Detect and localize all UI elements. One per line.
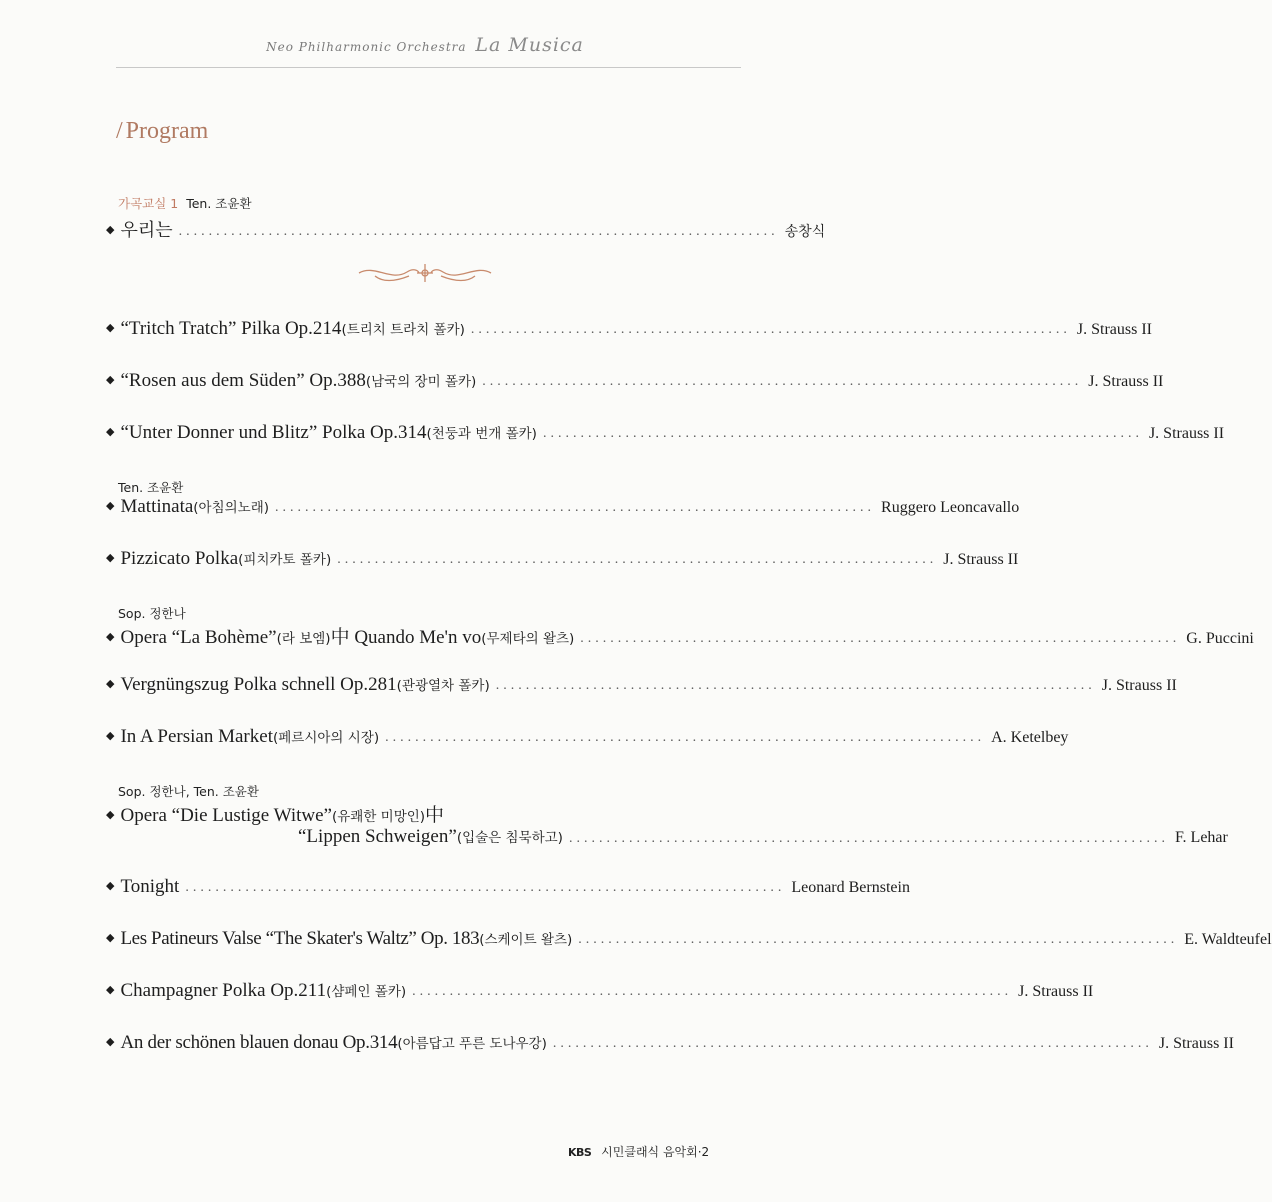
item-korean-title: (페르시아의 시장)	[272, 730, 380, 746]
bullet-icon: ◆	[106, 984, 115, 996]
bullet-icon: ◆	[106, 426, 115, 438]
orchestra-name: Neo Philharmonic Orchestra	[266, 40, 467, 54]
leader-dots: ................................................................................	[578, 932, 1179, 947]
item-title: Vergnüngszug Polka schnell Op.281	[120, 674, 397, 695]
item-title: Tonight	[120, 876, 180, 897]
bullet-icon: ◆	[106, 1036, 115, 1048]
item-composer: J. Strauss II	[943, 551, 1019, 568]
program-heading	[116, 118, 208, 145]
item-korean-title: (남국의 장미 폴카)	[365, 374, 477, 390]
leader-dots: ................................................................................	[178, 224, 779, 239]
bullet-icon: ◆	[106, 932, 115, 944]
program-item-song1	[106, 216, 826, 242]
item-korean-aria: (무제타의 왈츠)	[481, 631, 575, 647]
header-title	[0, 34, 850, 56]
bullet-icon: ◆	[106, 678, 115, 690]
program-item	[106, 318, 1152, 340]
program-item	[106, 496, 1020, 518]
leader-dots: ................................................................................	[552, 1036, 1153, 1051]
program-title: Program	[125, 118, 209, 144]
bullet-icon: ◆	[106, 809, 115, 821]
item-title: Mattinata	[120, 496, 194, 517]
item-aria-title: “Lippen Schweigen”	[298, 826, 457, 847]
item-aria-title: 中 Quando Me'n vo	[330, 627, 482, 648]
leader-dots: ................................................................................	[275, 500, 876, 515]
item-korean-title: (피치카토 폴카)	[238, 552, 332, 568]
item-title: An der schönen blauen donau Op.314	[120, 1032, 398, 1053]
bullet-icon: ◆	[106, 500, 115, 512]
item-composer: 송창식	[784, 224, 826, 240]
item-composer: E. Waldteufel	[1184, 931, 1272, 948]
program-item	[106, 422, 1225, 444]
item-composer: Leonard Bernstein	[791, 879, 910, 896]
performer-label	[118, 478, 183, 496]
item-title: Les Patineurs Valse “The Skater's Waltz” Op. 183	[120, 928, 480, 949]
program-item	[106, 726, 1069, 748]
performer-name: Sop. 정한나	[118, 606, 186, 621]
item-title: “Tritch Tratch” Pilka Op.214	[120, 318, 342, 339]
bullet-icon: ◆	[106, 224, 115, 236]
performer-name: Ten. 조윤환	[118, 480, 184, 495]
item-title: “Unter Donner und Blitz” Polka Op.314	[120, 422, 427, 443]
performer-label	[118, 604, 186, 622]
item-title: In A Persian Market	[120, 726, 273, 747]
page-footer	[568, 1143, 709, 1160]
bullet-icon: ◆	[106, 730, 115, 742]
item-composer: F. Lehar	[1174, 829, 1228, 846]
program-item	[106, 876, 910, 898]
program-item	[106, 800, 731, 827]
leader-dots: ................................................................................	[470, 322, 1071, 337]
item-title: “Rosen aus dem Süden” Op.388	[120, 370, 366, 391]
item-composer: Ruggero Leoncavallo	[881, 499, 1020, 516]
item-composer: J. Strauss II	[1088, 373, 1164, 390]
heading-slash-icon: /	[116, 118, 123, 144]
item-korean-title: (샴페인 폴카)	[326, 984, 407, 1000]
leader-dots: ................................................................................	[542, 426, 1143, 441]
program-item	[106, 1032, 1234, 1054]
item-korean-title: (라 보엠)	[276, 631, 331, 647]
footer-text: 시민클래식 음악회·2	[601, 1145, 710, 1159]
leader-dots: ................................................................................	[580, 631, 1181, 646]
class-label: 가곡교실 1	[118, 196, 179, 211]
bullet-icon: ◆	[106, 322, 115, 334]
item-composer: A. Ketelbey	[991, 729, 1069, 746]
leader-dots: ................................................................................	[482, 374, 1083, 389]
concert-name: La Musica	[475, 34, 584, 56]
leader-dots: ................................................................................	[185, 880, 786, 895]
performer-label	[118, 782, 259, 800]
leader-dots: ................................................................................	[495, 678, 1096, 693]
item-korean-title: (관광열차 폴카)	[396, 678, 490, 694]
item-composer: J. Strauss II	[1148, 425, 1225, 442]
item-korean-title: (트리치 트라치 폴카)	[341, 322, 465, 338]
bullet-icon: ◆	[106, 374, 115, 386]
performer-label	[118, 194, 252, 212]
item-title: 우리는	[120, 220, 173, 241]
item-korean-title: (아침의노래)	[193, 500, 270, 516]
performer-name: Sop. 정한나, Ten. 조윤환	[118, 784, 259, 799]
item-korean-title: (천둥과 번개 폴카)	[426, 426, 537, 442]
item-korean-title: (아름답고 푸른 도나우강)	[397, 1036, 547, 1052]
item-title: Opera “La Bohème”	[120, 627, 277, 648]
item-korean-aria: (입술은 침묵하고)	[456, 830, 563, 846]
item-composer: J. Strauss II	[1158, 1035, 1234, 1052]
bullet-icon: ◆	[106, 631, 115, 643]
item-aria-marker: 中	[425, 805, 445, 826]
leader-dots: ................................................................................	[568, 831, 1169, 846]
program-item	[106, 548, 1019, 570]
program-item	[106, 370, 1164, 392]
ornament-divider	[355, 258, 495, 288]
item-composer: J. Strauss II	[1076, 321, 1152, 338]
bullet-icon: ◆	[106, 880, 115, 892]
item-composer: J. Strauss II	[1101, 677, 1177, 694]
kbs-logo: KBS	[568, 1146, 592, 1159]
leader-dots: ................................................................................	[412, 984, 1013, 999]
bullet-icon: ◆	[106, 552, 115, 564]
item-title: Champagner Polka Op.211	[120, 980, 327, 1001]
item-title: Opera “Die Lustige Witwe”	[120, 805, 332, 826]
program-item	[106, 622, 1254, 649]
item-korean-title: (스케이트 왈츠)	[479, 932, 573, 948]
performer-name: Ten. 조윤환	[186, 196, 252, 211]
leader-dots: ................................................................................	[337, 552, 938, 567]
item-title: Pizzicato Polka	[120, 548, 239, 569]
program-item	[106, 980, 1094, 1002]
item-korean-title: (유쾌한 미망인)	[331, 809, 426, 825]
program-item-continuation	[298, 826, 1228, 848]
program-item	[106, 674, 1177, 696]
item-composer: G. Puccini	[1186, 630, 1254, 647]
leader-dots: ................................................................................	[385, 730, 986, 745]
header-divider	[116, 67, 741, 68]
program-item	[106, 928, 1272, 950]
item-composer: J. Strauss II	[1018, 983, 1094, 1000]
